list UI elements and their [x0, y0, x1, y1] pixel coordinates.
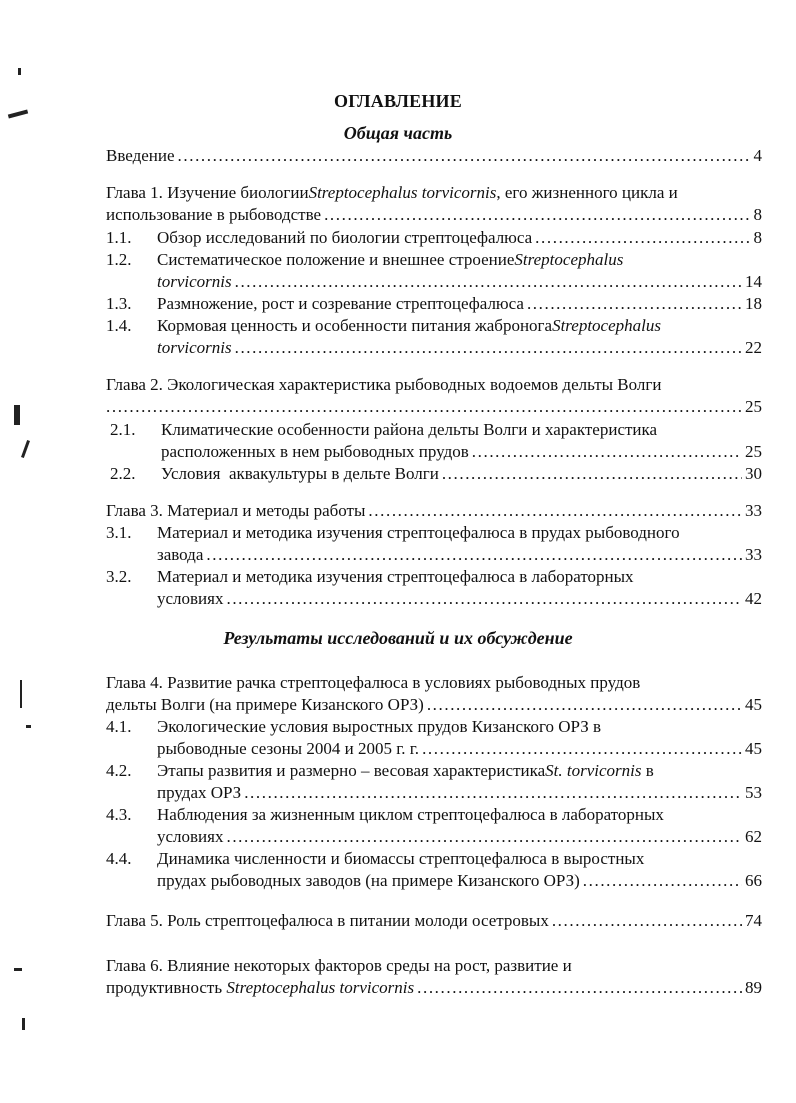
- toc-entry-1-4[interactable]: Кормовая ценность и особенности питания жаброногa Streptocephalus: [157, 316, 661, 335]
- toc-entry-4-3[interactable]: Наблюдения за жизненным циклом стрептоцефалюса в лабораторных: [157, 805, 664, 824]
- scan-mark: [18, 68, 21, 75]
- section-number: 3.2.: [106, 567, 132, 586]
- toc-entry-2-2[interactable]: Условия аквакультуры в дельте Волги ..... 30: [161, 463, 762, 485]
- toc-entry-ch3[interactable]: Глава 3. Материал и методы работы ..... 33: [106, 500, 762, 522]
- section-number: 2.2.: [110, 464, 136, 483]
- toc-entry-ch4[interactable]: Глава 4. Развитие рачка стрептоцефалюса в условиях рыбоводных прудов: [106, 673, 641, 692]
- part-heading-general: Общая часть: [343, 123, 453, 143]
- section-number: 2.1.: [110, 420, 136, 439]
- toc-entry-1-2[interactable]: Систематическое положение и внешнее строение Streptocephalus: [157, 250, 624, 269]
- part-heading-results: Результаты исследований и их обсуждение: [223, 628, 573, 648]
- section-number: 1.4.: [106, 316, 132, 335]
- toc-entry-4-4-cont[interactable]: прудах рыбоводных заводов (на примере Кизанского ОРЗ) ..... 66: [157, 870, 762, 892]
- scan-mark: [14, 968, 22, 971]
- toc-entry-1-1[interactable]: Обзор исследований по биологии стрептоцефалюса ..... 8: [157, 227, 762, 249]
- toc-entry-4-2[interactable]: Этапы развития и размерно – весовая характеристика St. torvicornis в: [157, 761, 654, 780]
- toc-entry-1-4-cont[interactable]: torvicornis ..... 22: [157, 337, 762, 359]
- section-number: 4.2.: [106, 761, 132, 780]
- toc-entry-2-1[interactable]: Климатические особенности района дельты Волги и характеристика: [161, 420, 658, 439]
- toc-entry-4-1[interactable]: Экологические условия выростных прудов Кизанского ОРЗ в: [157, 717, 602, 736]
- toc-entry-ch6-cont[interactable]: продуктивность Streptocephalus torvicornis ..... 89: [106, 977, 762, 999]
- toc-entry-3-2-cont[interactable]: условиях ..... 42: [157, 588, 762, 610]
- section-number: 1.2.: [106, 250, 132, 269]
- toc-entry-1-2-cont[interactable]: torvicornis ..... 14: [157, 271, 762, 293]
- toc-entry-3-1-cont[interactable]: завода ..... 33: [157, 544, 762, 566]
- scan-mark: [26, 725, 31, 728]
- toc-entry-ch5[interactable]: Глава 5. Роль стрептоцефалюса в питании молоди осетровых ..... 74: [106, 910, 762, 932]
- toc-entry-ch1[interactable]: Глава 1. Изучение биологии Streptocephalus torvicornis , его жизненного цикла и: [106, 183, 678, 202]
- section-number: 1.3.: [106, 294, 132, 313]
- toc-entry-4-1-cont[interactable]: рыбоводные сезоны 2004 и 2005 г. г. ..... 45: [157, 738, 762, 760]
- scan-mark: [21, 440, 30, 458]
- toc-entry-4-2-cont[interactable]: прудах ОРЗ ..... 53: [157, 782, 762, 804]
- scan-mark: [14, 405, 20, 425]
- scan-mark: [22, 1018, 25, 1030]
- section-number: 1.1.: [106, 228, 132, 247]
- toc-title: ОГЛАВЛЕНИЕ: [334, 91, 462, 111]
- toc-entry-4-4[interactable]: Динамика численности и биомассы стрептоцефалюса в выростных: [157, 849, 645, 868]
- scan-mark: [20, 680, 22, 708]
- section-number: 4.4.: [106, 849, 132, 868]
- toc-entry-ch4-cont[interactable]: дельты Волги (на примере Кизанского ОРЗ) ..... 45: [106, 694, 762, 716]
- toc-entry-1-3[interactable]: Размножение, рост и созревание стрептоцефалюса ..... 18: [157, 293, 762, 315]
- toc-entry-ch2[interactable]: Глава 2. Экологическая характеристика рыбоводных водоемов дельты Волги: [106, 375, 662, 394]
- section-number: 4.1.: [106, 717, 132, 736]
- toc-entry-2-1-cont[interactable]: расположенных в нем рыбоводных прудов ..... 25: [161, 441, 762, 463]
- section-number: 4.3.: [106, 805, 132, 824]
- toc-entry-ch2-cont[interactable]: ..... 25: [106, 396, 762, 418]
- toc-entry-4-3-cont[interactable]: условиях ..... 62: [157, 826, 762, 848]
- toc-entry-3-1[interactable]: Материал и методика изучения стрептоцефалюса в прудах рыбоводного: [157, 523, 680, 542]
- section-number: 3.1.: [106, 523, 132, 542]
- toc-entry-ch1-cont[interactable]: использование в рыбоводстве ..... 8: [106, 204, 762, 226]
- toc-entry-intro[interactable]: Введение ..... 4: [106, 145, 762, 167]
- toc-entry-ch6[interactable]: Глава 6. Влияние некоторых факторов среды на рост, развитие и: [106, 956, 572, 975]
- toc-entry-3-2[interactable]: Материал и методика изучения стрептоцефалюса в лабораторных: [157, 567, 634, 586]
